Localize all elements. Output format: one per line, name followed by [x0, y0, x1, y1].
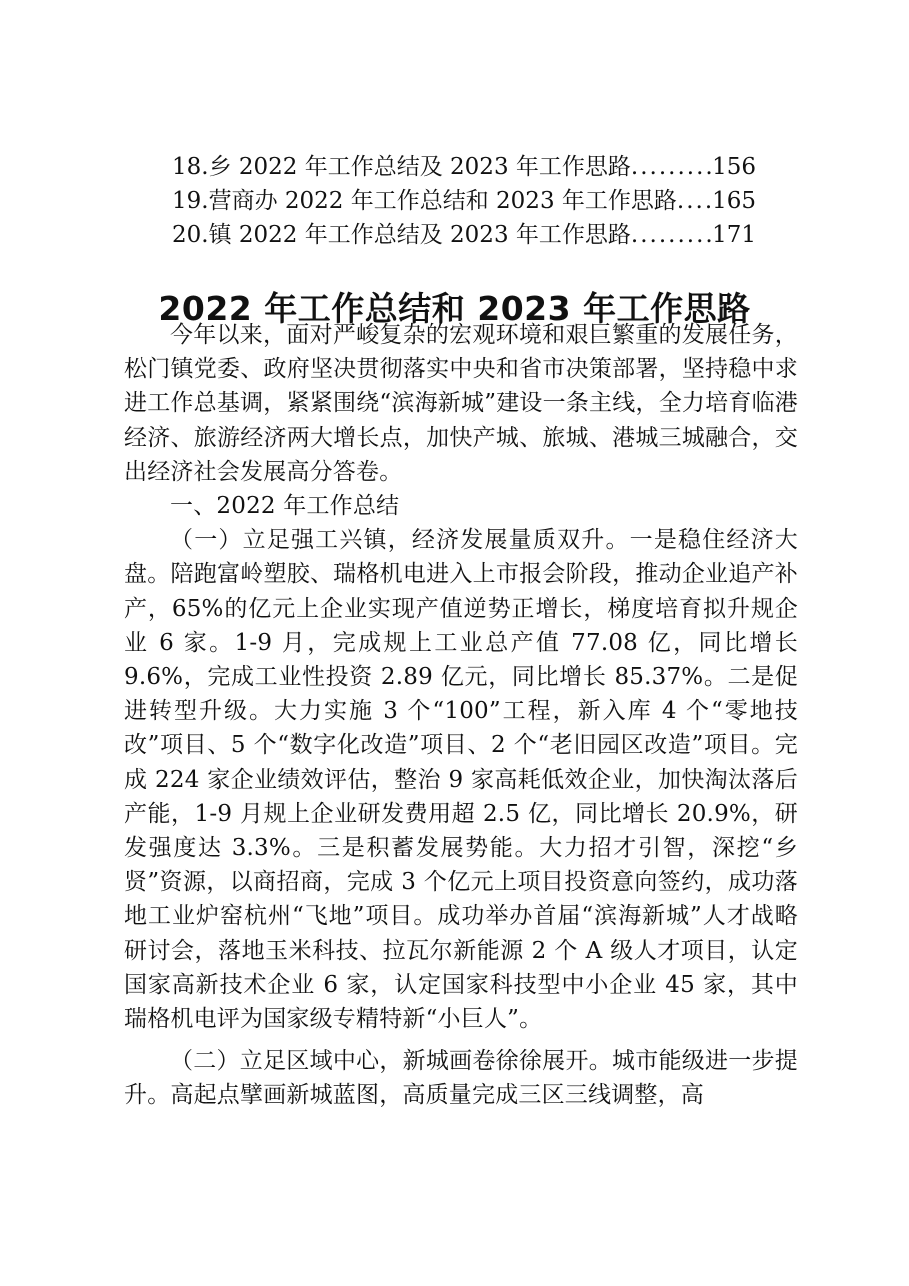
- toc-entry-title: 营商办 2022 年工作总结和 2023 年工作思路: [208, 188, 677, 214]
- table-of-contents: [172, 150, 756, 252]
- body-paragraph: （一）立足强工兴镇，经济发展量质双升。一是稳住经济大盘。陪跑富岭塑胶、瑞格机电进入上市报会阶段，推动企业追产补产，65%的亿元上企业实现产值逆势正增长，梯度培育拟升规企业 6 家。1-9 月，完成规上工业总产值 77.08 亿，同比增长 9.6%，完成工业性投资 2.89 亿元，同比增长 85.37%。二是促进转型升级。大力实施 3 个“100”工程，新入库 4 个“零地技改”项目、5 个“数字化改造”项目、2 个“老旧园区改造”项目。完成 224 家企业绩效评估，整治 9 家高耗低效企业，加快淘汰落后产能，1-9 月规上企业研发费用超 2.5 亿，同比增长 20.9%，研发强度达 3.3%。三是积蓄发展势能。大力招才引智，深挖“乡贤”资源，以商招商，完成 3 个亿元上项目投资意向签约，成功落地工业炉窑杭州“飞地”项目。成功举办首届“滨海新城”人才战略研讨会，落地玉米科技、拉瓦尔新能源 2 个 A 级人才项目，认定国家高新技术企业 6 家，认定国家科技型中小企业 45 家，其中瑞格机电评为国家级专精特新“小巨人”。: [124, 527, 798, 1033]
- toc-entry-page: 156: [712, 154, 756, 180]
- document-title: 2022 年工作总结和 2023 年工作思路: [158, 289, 751, 329]
- toc-dot-leader: [631, 218, 712, 252]
- toc-entry[interactable]: [172, 218, 756, 252]
- toc-entry-number: 20.: [172, 222, 209, 248]
- toc-dot-leader: [677, 184, 712, 218]
- toc-entry[interactable]: [172, 184, 756, 218]
- toc-entry-number: 18.: [172, 154, 209, 180]
- document-body: [124, 318, 798, 1113]
- toc-entry-page: 165: [712, 188, 756, 214]
- toc-entry[interactable]: [172, 150, 756, 184]
- toc-entry-number: 19.: [172, 188, 209, 214]
- section-heading: 一、2022 年工作总结: [170, 493, 400, 520]
- toc-dot-leader: [631, 150, 712, 184]
- body-paragraph: （二）立足区域中心，新城画卷徐徐展开。城市能级进一步提升。高起点擘画新城蓝图，高质量完成三区三线调整，高: [124, 1048, 798, 1109]
- toc-entry-title: 乡 2022 年工作总结及 2023 年工作思路: [208, 154, 631, 180]
- toc-entry-page: 171: [712, 222, 756, 248]
- intro-paragraph: 今年以来，面对严峻复杂的宏观环境和艰巨繁重的发展任务，松门镇党委、政府坚决贯彻落实中央和省市决策部署，坚持稳中求进工作总基调，紧紧围绕“滨海新城”建设一条主线，全力培育临港经济、旅游经济两大增长点，加快产城、旅城、港城三城融合，交出经济社会发展高分答卷。: [124, 322, 798, 485]
- toc-entry-title: 镇 2022 年工作总结及 2023 年工作思路: [208, 222, 631, 248]
